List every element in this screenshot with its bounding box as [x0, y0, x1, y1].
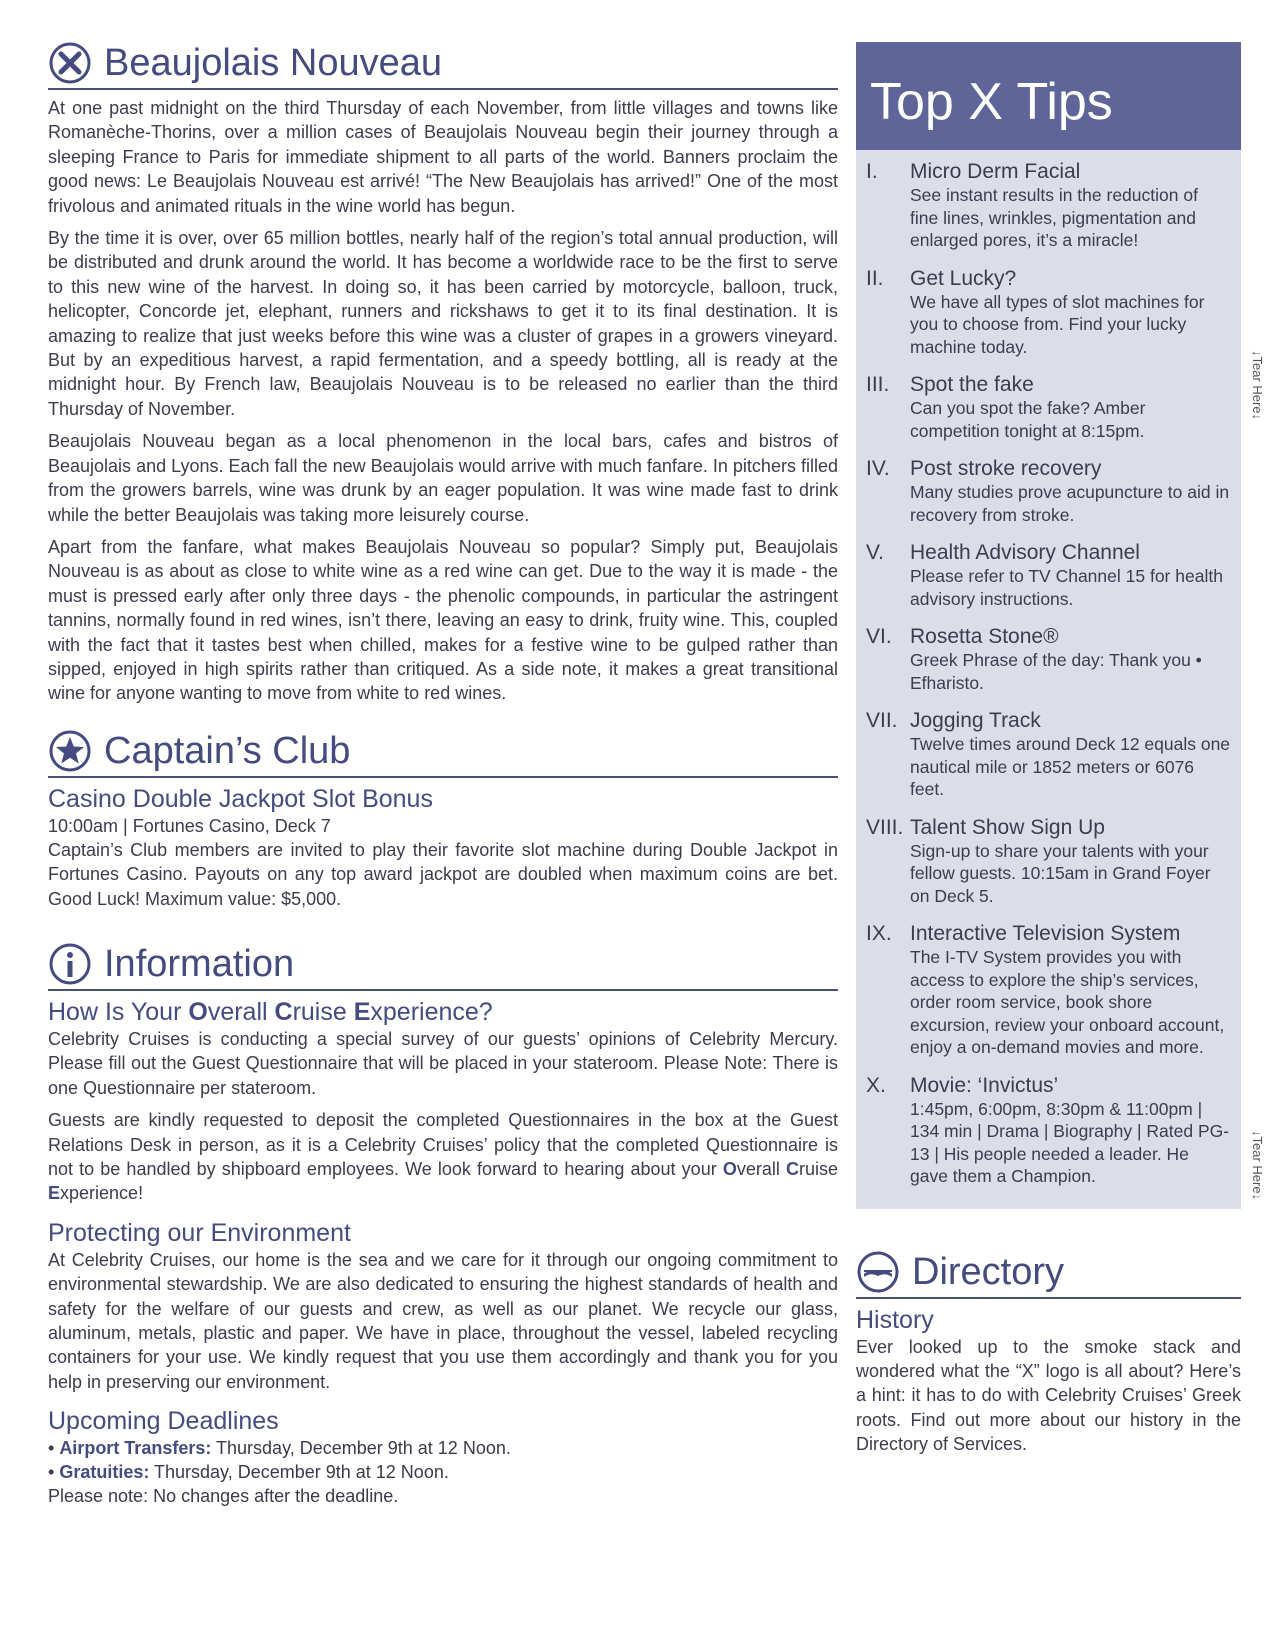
tip-item: IV. Post stroke recovery Many studies prove acupuncture to aid in recovery from stroke. [866, 457, 1230, 525]
history-title: History [856, 1305, 934, 1334]
x-circle-icon [48, 41, 92, 85]
top-tips-box [856, 42, 1241, 1209]
beaujolais-header [48, 40, 838, 90]
tip-item: II. Get Lucky? We have all types of slot machines for you to choose from. Find your lucky machine today. [866, 266, 1205, 357]
tip-item: VIII. Talent Show Sign Up Sign-up to share your talents with your fellow guests. 10:15am in Grand Foyer on Deck 5. [866, 815, 1211, 906]
beaujolais-paragraph: At one past midnight on the third Thursday of each November, from little villages and towns like Romanèche-Thorins, over a million cases of Beaujolais Nouveau begin their journey through a sleeping France to Paris for immediate shipment to all parts of the world. Banners proclaim the good news: Le Beaujolais Nouveau est arrivé! “The New Beaujolais has arrived!” One of the most frivolous and animated rituals in the wine world has begun. [48, 98, 838, 216]
environment-title: Protecting our Environment [48, 1218, 351, 1247]
tip-item: III. Spot the fake Can you spot the fake? Amber competition tonight at 8:15pm. [866, 373, 1146, 441]
info-circle-icon [48, 942, 92, 986]
information-title: Information [104, 942, 295, 985]
environment-text: At Celebrity Cruises, our home is the sea and we care for it through our ongoing commitment to environmental stewardship. We are also dedicated to ensuring the highest standards of health and safety for the welfare of our guests and crew, as well as our planet. We recycle our glass, aluminum, metals, plastic and paper. We have in place, throughout the vessel, labeled recycling containers for your use. We kindly request that you use them accordingly and thank you for you help in preserving our environment. [48, 1249, 838, 1392]
survey-paragraph: Celebrity Cruises is conducting a special survey of our guests’ opinions of Celebrity Mercury. Please fill out the Guest Questionnaire that will be placed in your stateroom. Please Note: There is one Questionnaire per stateroom. [48, 1028, 838, 1098]
tip-item: I. Micro Derm Facial See instant results in the reduction of fine lines, wrinkles, pigmentation and enlarged pores, it’s a miracle! [866, 160, 1198, 250]
tear-here-label: ↓Tear Here↓ [1250, 1130, 1265, 1201]
tear-here-label: ↓Tear Here↓ [1250, 350, 1265, 421]
book-circle-icon [856, 1250, 900, 1294]
top-tips-title: Top X Tips [856, 42, 1241, 150]
tip-item: V. Health Advisory Channel Please refer to TV Channel 15 for health advisory instructions. [866, 541, 1223, 609]
captains-club-header [48, 728, 838, 778]
tip-item: IX. Interactive Television System The I-TV System provides you with access to explore the ship’s services, order room service, book shore excursion, review your onboard account, enjoy a on-demand movies and more. [866, 922, 1225, 1057]
beaujolais-paragraph: Beaujolais Nouveau began as a local phenomenon in the local bars, cafes and bistros of Beaujolais and Lyons. Each fall the new Beaujolais would arrive with much fanfare. In pitchers filled from the growers barrels, wine was drunk by an eager population. It was wine made fast to drink while the better Beaujolais was taking more leisurely course. [48, 431, 838, 525]
right-column [856, 42, 1241, 1465]
beaujolais-paragraph: By the time it is over, over 65 million bottles, nearly half of the region’s total annual production, will be distributed and drunk around the world. It has become a worldwide race to be the first to serve to this new wine of the harvest. In doing so, it has been carried by motorcycle, balloon, truck, helicopter, Concorde jet, elephant, runners and rickshaws to get it to its final destination. It is amazing to realize that just weeks before this wine was a cluster of grapes in a growers vineyard. But by an expeditious harvest, a rapid fermentation, and a speedy bottling, all is ready at the midnight hour. By French law, Beaujolais Nouveau is to be released no earlier than the third Thursday of November. [48, 228, 838, 419]
deadline-item: • Gratuities: Thursday, December 9th at 12 Noon. [48, 1462, 449, 1483]
tip-item: VII. Jogging Track Twelve times around Deck 12 equals one nautical mile or 1852 meters or 6076 feet. [866, 709, 1231, 799]
history-text: Ever looked up to the smoke stack and wondered what the “X” logo is all about? Here’s a hint: it has to do with Celebrity Cruises’ Greek roots. Find out more about our history in the Directory of Services. [856, 1336, 1241, 1455]
left-column [48, 40, 838, 1508]
captains-club-title: Captain’s Club [104, 729, 351, 772]
star-circle-icon [48, 729, 92, 773]
tip-item: VI. Rosetta Stone® Greek Phrase of the day: Thank you • Efharisto. [866, 625, 1202, 693]
casino-event-meta: 10:00am | Fortunes Casino, Deck 7 [48, 815, 331, 836]
directory-title: Directory [912, 1250, 1065, 1293]
casino-event-title: Casino Double Jackpot Slot Bonus [48, 784, 433, 813]
deadlines-title: Upcoming Deadlines [48, 1407, 279, 1436]
deadlines-note: Please note: No changes after the deadline. [48, 1486, 399, 1507]
deadline-item: • Airport Transfers: Thursday, December 9th at 12 Noon. [48, 1438, 511, 1459]
directory-header [856, 1249, 1241, 1299]
survey-title: How Is Your Overall Cruise Experience? [48, 997, 493, 1026]
tip-item: X. Movie: ‘Invictus’ 1:45pm, 6:00pm, 8:30pm & 11:00pm | 134 min | Drama | Biography | Rated PG-13 | His people needed a leader. He gave them a Champion. [866, 1073, 1230, 1186]
beaujolais-paragraph: Apart from the fanfare, what makes Beaujolais Nouveau so popular? Simply put, Beaujolais Nouveau is as about as close to white wine as a red wine can get. Due to the way it is made - the must is pressed early after only three days - the phenolic compounds, in particular the astringent tannins, normally found in red wines, isn’t there, leaving an easy to drink, fruity wine. This, coupled with the fact that it tastes best when chilled, makes for a festive wine to be gulped rather than sipped, enjoyed in high spirits rather than critiqued. As a side note, it makes a great transitional wine for anyone wanting to move from white to red wines. [48, 536, 838, 704]
casino-event-text: Captain’s Club members are invited to play their favorite slot machine during Double Jackpot in Fortunes Casino. Payouts on any top award jackpot are doubled when maximum coins are bet. Good Luck! Maximum value: $5,000. [48, 839, 838, 909]
information-header [48, 941, 838, 991]
survey-paragraph: Guests are kindly requested to deposit the completed Questionnaires in the box at the Guest Relations Desk in person, as it is a Celebrity Cruises’ policy that the completed Questionnaire is not to be handled by shipboard employees. We look forward to hearing about your Overall Cruise Experience! [48, 1110, 838, 1204]
tips-list [856, 160, 1241, 1209]
beaujolais-title: Beaujolais Nouveau [104, 42, 443, 84]
